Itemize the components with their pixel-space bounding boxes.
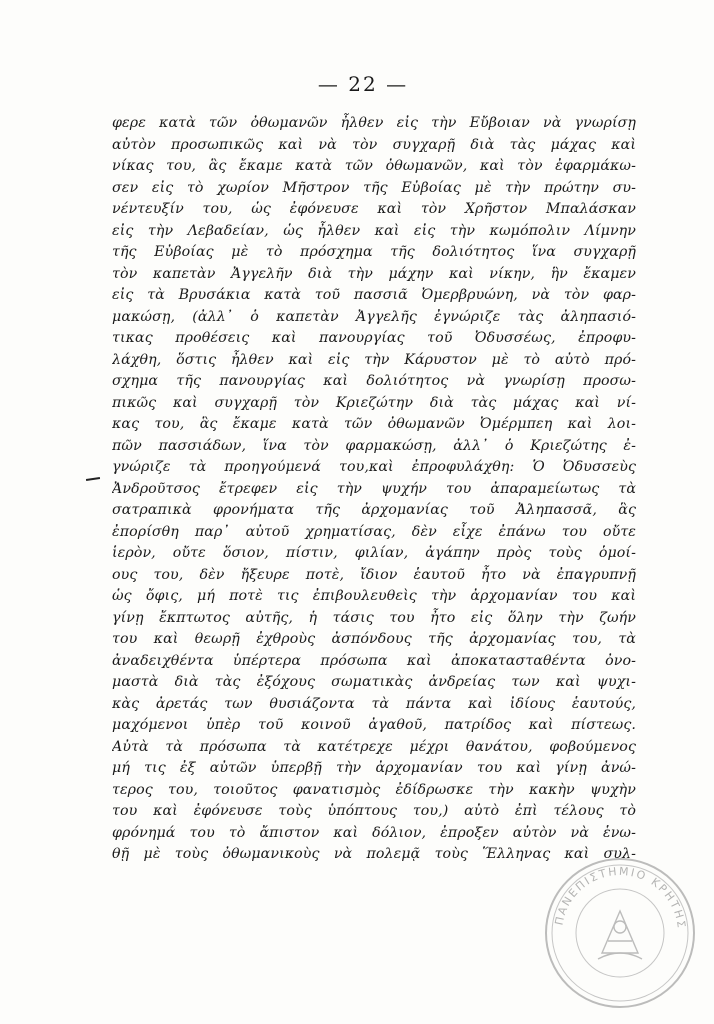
text-line: ὡς ὄφις, μή ποτὲ τις ἐπιβουλευθεὶς τὴν ἀρχομανίαν του καὶ bbox=[112, 588, 636, 604]
text-line: μαστὰ διὰ τὰς ἐξόχους σωματικὰς ἀνδρείας των καὶ ψυχι- bbox=[112, 674, 636, 690]
library-stamp-seal bbox=[542, 855, 698, 1011]
text-line: του καὶ θεωρῇ ἐχθροὺς ἀσπόνδους τῆς ἀρχομανίας του, τὰ bbox=[112, 631, 636, 647]
text-line: του καὶ ἐφόνευσε τοὺς ὑπόπτους του,) αὐτὸ ἐπὶ τέλους τὸ bbox=[112, 803, 636, 819]
text-line: σατραπικὰ φρονήματα τῆς ἀρχομανίας τοῦ Ἀληπασσᾶ, ἃς bbox=[112, 502, 636, 518]
text-line: ἀναδειχθέντα ὑπέρτερα πρόσωπα καὶ ἀποκατασταθέντα ὀνο- bbox=[112, 652, 636, 669]
text-line: νέντευξίν του, ὡς ἐφόνευσε καὶ τὸν Χρῆστον Μπαλάσκαν bbox=[112, 201, 636, 217]
text-line: σχημα τῆς πανουργίας καὶ δολιότητος νὰ γνωρίσῃ προσω- bbox=[112, 373, 636, 389]
text-line: σεν εἰς τὸ χωρίον Μῆστρον τῆς Εὐβοίας μὲ τὴν πρώτην συ- bbox=[112, 179, 636, 196]
text-line: πῶν πασσιάδων, ἵνα τὸν φαρμακώσῃ, ἀλλ᾽ ὁ Κριεζώτης ἐ- bbox=[112, 437, 636, 454]
text-line: εἰς τὴν Λεβαδείαν, ὡς ἦλθεν καὶ εἰς τὴν κωμόπολιν Λίμνην bbox=[112, 222, 636, 239]
text-line: τῆς Εὐβοίας μὲ τὸ πρόσχημα τῆς δολιότητος ἵνα συγχαρῇ bbox=[112, 244, 636, 260]
body-text bbox=[112, 113, 636, 866]
text-line: εἰς τὰ Βρυσάκια κατὰ τοῦ πασσιᾶ Ὀμερβρυώνη, νὰ τὸν φαρ- bbox=[112, 287, 636, 303]
text-line: μαχόμενοι ὑπὲρ τοῦ κοινοῦ ἀγαθοῦ, πατρίδος καὶ πίστεως. bbox=[112, 717, 636, 733]
text-line: μακώσῃ, (ἀλλ᾽ ὁ καπετὰν Ἀγγελῆς ἐγνώριζε τὰς ἀληπασιό- bbox=[112, 308, 636, 325]
page-number: — 22 — bbox=[317, 72, 409, 96]
text-line: Ἀνδροῦτσος ἔτρεφεν εἰς τὴν ψυχήν του ἀπαραμείωτως τὰ bbox=[112, 480, 636, 497]
text-line: κὰς ἀρετάς των θυσιάζοντα τὰ πάντα καὶ ἰδίους ἑαυτούς, bbox=[112, 695, 636, 712]
text-line: μή τις ἐξ αὐτῶν ὑπερβῇ τὴν ἀρχομανίαν του καὶ γίνῃ ἀνώ- bbox=[112, 760, 636, 776]
text-line: τικας προθέσεις καὶ πανουργίας τοῦ Ὀδυσσέως, ἐπροφυ- bbox=[112, 330, 636, 346]
text-line: τὸν καπετὰν Ἀγγελῆν διὰ τὴν μάχην καὶ νίκην, ἣν ἔκαμεν bbox=[112, 265, 636, 282]
text-line: τερος του, τοιοῦτος φανατισμὸς ἐδίδρωσκε τὴν κακὴν ψυχὴν bbox=[112, 781, 636, 798]
text-line: πικῶς καὶ συγχαρῇ τὸν Κριεζώτην διὰ τὰς μάχας καὶ νί- bbox=[112, 394, 636, 411]
text-line: ους του, δὲν ἤξευρε ποτὲ, ἴδιον ἑαυτοῦ ἦτο νὰ ἐπαγρυπνῇ bbox=[112, 566, 636, 583]
margin-mark bbox=[86, 477, 100, 481]
text-line: φερε κατὰ τῶν ὀθωμανῶν ἦλθεν εἰς τὴν Εὔβοιαν νὰ γνωρίσῃ bbox=[112, 115, 636, 131]
svg-text:ΠΑΝΕΠΙΣΤΗΜΙΟ ΚΡΗΤΗΣ: ΠΑΝΕΠΙΣΤΗΜΙΟ ΚΡΗΤΗΣ bbox=[552, 864, 689, 931]
text-line: κας του, ἃς ἔκαμε κατὰ τῶν ὀθωμανῶν Ὀμέρμπεη καὶ λοι- bbox=[112, 416, 636, 432]
text-line: αὐτὸν προσωπικῶς καὶ νὰ τὸν συγχαρῇ διὰ τὰς μάχας καὶ bbox=[112, 136, 636, 153]
text-line: θῇ μὲ τοὺς ὀθωμανικοὺς νὰ πολεμᾷ τοὺς Ἕλληνας καὶ συλ- bbox=[112, 846, 636, 862]
text-line: γίνῃ ἔκπτωτος αὐτῆς, ἡ τάσις του ἦτο εἰς ὅλην τὴν ζωήν bbox=[112, 609, 636, 626]
text-line: ἱερὸν, οὔτε ὅσιον, πίστιν, φιλίαν, ἀγάπην πρὸς τοὺς ὁμοί- bbox=[112, 545, 636, 561]
text-line: γνώριζε τὰ προηγούμενά του,καὶ ἐπροφυλάχθη: Ὁ Ὀδυσσεὺς bbox=[112, 459, 636, 475]
text-line: φρόνημά του τὸ ἄπιστον καὶ δόλιον, ἐπροξεν αὐτὸν νὰ ἑνω- bbox=[112, 824, 636, 841]
text-line: ἐπορίσθη παρ᾽ αὐτοῦ χρηματίσας, δὲν εἶχε ἐπάνω του οὔτε bbox=[112, 523, 636, 540]
text-line: λάχθη, ὅστις ἦλθεν καὶ εἰς τὴν Κάρυστον μὲ τὸ αὐτὸ πρό- bbox=[112, 351, 636, 368]
text-line: νίκας του, ἃς ἔκαμε κατὰ τῶν ὀθωμανῶν, καὶ τὸν ἐφαρμάκω- bbox=[112, 158, 636, 174]
seal-emblem bbox=[598, 911, 642, 959]
text-line: Αὐτὰ τὰ πρόσωπα τὰ κατέτρεχε μέχρι θανάτου, φοβούμενος bbox=[112, 738, 636, 755]
